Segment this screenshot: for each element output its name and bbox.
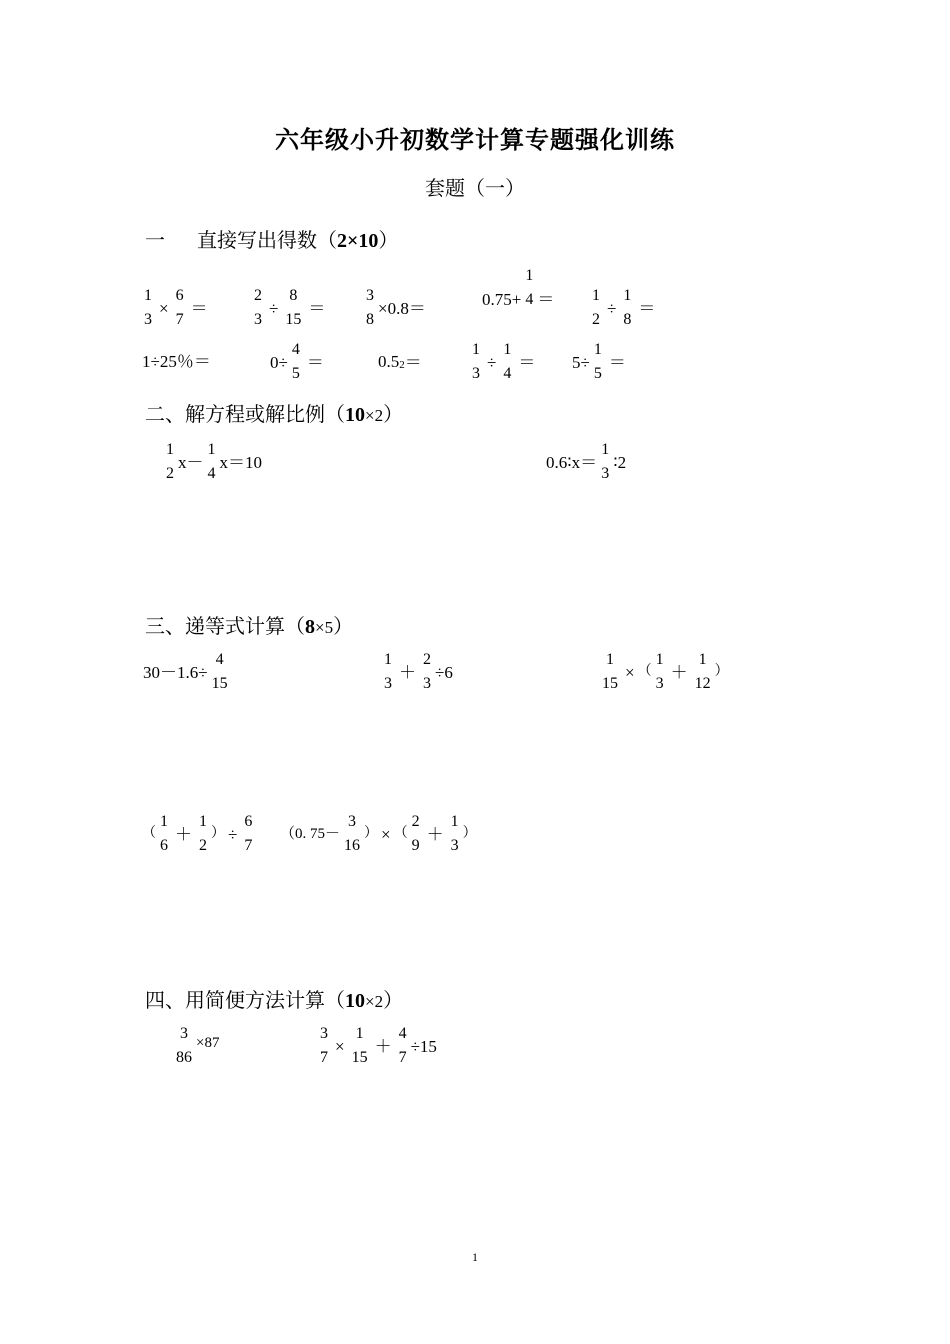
p1-expr-6: 1÷25％＝ <box>142 352 211 371</box>
fraction: 1 4 <box>207 441 216 482</box>
p4-expr-2: 3 7 × 1 15 ＋ 4 7 ÷15 <box>316 1022 437 1070</box>
p2-proportion-2: 0.6∶x＝ 1 3 ∶2 <box>546 438 626 486</box>
p1-expr-4: 0.75+ 1 4 ＝ <box>482 264 554 312</box>
p3-expr-1: 30－1.6÷ 4 15 <box>143 648 232 696</box>
fraction: 1 15 <box>602 651 618 692</box>
fraction: 3 86 <box>176 1025 192 1066</box>
fraction: 4 5 <box>291 341 300 382</box>
p1-expr-8: 0.5 2 ＝ <box>378 352 422 372</box>
fraction: 3 8 <box>366 287 374 328</box>
fraction: 1 3 <box>655 651 664 692</box>
fraction: 1 2 <box>199 813 207 854</box>
fraction: 6 7 <box>244 813 253 854</box>
fraction: 1 3 <box>144 287 152 328</box>
section-1-score: 2×10 <box>337 230 379 252</box>
section-1-label: 直接写出得数（ <box>197 230 337 252</box>
fraction: 1 3 <box>384 651 392 692</box>
fraction: 1 3 <box>601 441 610 482</box>
p2-equation-1: 1 2 x－ 1 4 x＝10 <box>162 438 262 486</box>
fraction: 3 7 <box>320 1025 328 1066</box>
fraction: 1 6 <box>160 813 168 854</box>
fraction: 1 3 <box>450 813 459 854</box>
fraction: 1 4 <box>525 267 534 308</box>
fraction: 1 12 <box>694 651 711 692</box>
fraction: 2 3 <box>423 651 431 692</box>
section-2-heading: 二、解方程或解比例（10×2） <box>145 404 404 426</box>
p1-expr-2: 2 3 ÷ 8 15 ＝ <box>250 284 328 332</box>
section-1-number: 一 <box>145 230 165 252</box>
fraction: 1 2 <box>592 287 600 328</box>
fraction: 4 15 <box>211 651 228 692</box>
p1-expr-9: 1 3 ÷ 1 4 ＝ <box>468 338 538 386</box>
page-number: 1 <box>472 1250 478 1264</box>
p3-expr-3: 1 15 × （ 1 3 ＋ 1 12 ） <box>598 648 729 696</box>
fraction: 6 7 <box>175 287 184 328</box>
p3-expr-5: （0. 75－ 3 16 ） × （ 2 9 ＋ 1 3 ） <box>280 810 477 858</box>
fraction: 2 9 <box>411 813 420 854</box>
fraction: 1 3 <box>472 341 480 382</box>
p4-expr-1: 3 86 ×87 <box>172 1022 219 1070</box>
p3-expr-2: 1 3 ＋ 2 3 ÷6 <box>380 648 453 696</box>
fraction: 1 5 <box>593 341 602 382</box>
fraction: 1 4 <box>503 341 512 382</box>
p1-expr-10: 5÷ 1 5 ＝ <box>572 338 629 386</box>
p1-expr-5: 1 2 ÷ 1 8 ＝ <box>588 284 658 332</box>
page-title: 六年级小升初数学计算专题强化训练 <box>275 128 675 154</box>
fraction: 8 15 <box>285 287 302 328</box>
fraction: 2 3 <box>254 287 262 328</box>
p1-expr-1: 1 3 × 6 7 ＝ <box>140 284 211 332</box>
section-1-heading: 一 直接写出得数（2×10） <box>145 230 399 252</box>
fraction: 4 7 <box>398 1025 407 1066</box>
fraction: 1 15 <box>351 1025 368 1066</box>
fraction: 3 16 <box>344 813 361 854</box>
fraction: 1 8 <box>623 287 632 328</box>
section-4-heading: 四、用简便方法计算（10×2） <box>145 990 404 1012</box>
p1-expr-7: 0÷ 4 5 ＝ <box>270 338 327 386</box>
p1-expr-3: 3 8 ×0.8＝ <box>362 284 426 332</box>
p3-expr-4: （ 1 6 ＋ 1 2 ） ÷ 6 7 <box>142 810 256 858</box>
fraction: 1 2 <box>166 441 174 482</box>
section-3-heading: 三、递等式计算（8×5） <box>145 616 354 638</box>
page-subtitle: 套题（一） <box>425 178 525 200</box>
